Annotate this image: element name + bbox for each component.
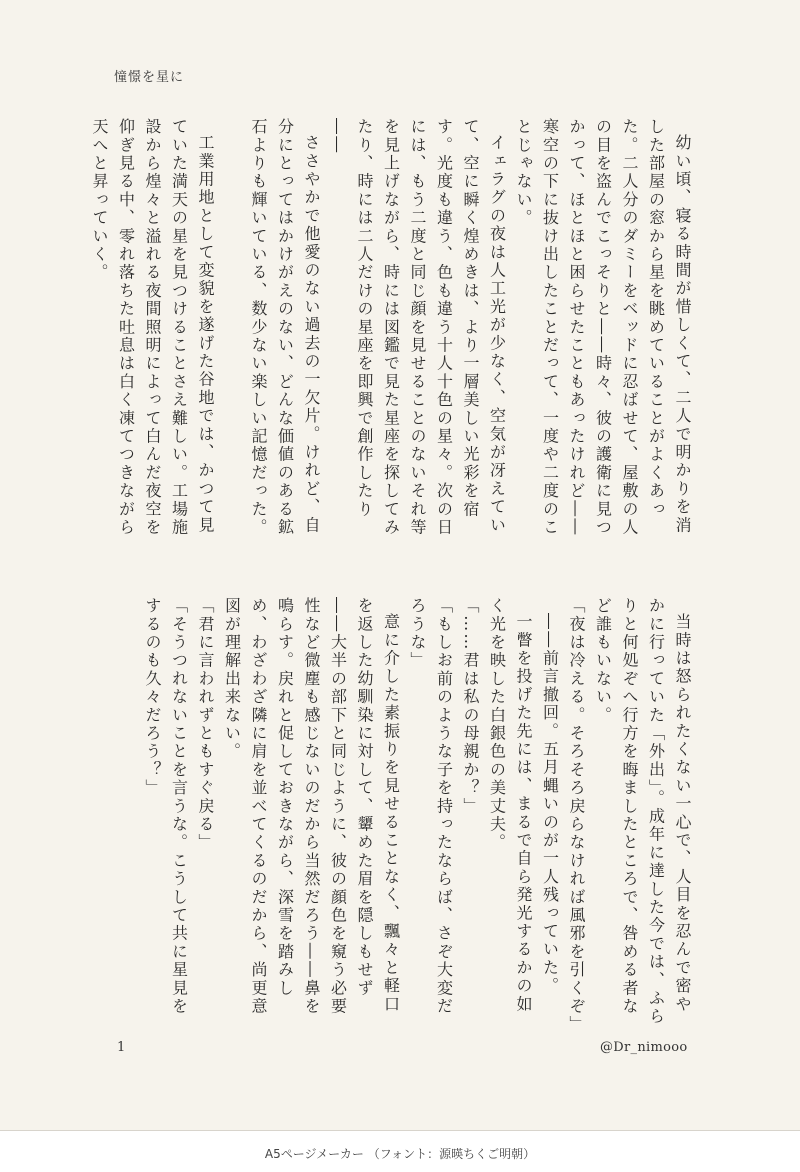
paragraph: 当時は怒られたくない一心で、人目を忍んで密やかに行っていた「外出」。成年に達した今では、ふらりと何処ぞへ行方を晦ましたところで、咎める者など誰もいない。 (593, 597, 692, 1026)
text-block-top (90, 118, 695, 550)
paragraph: ――前言撤回。五月蝿いのが一人残っていた。 (540, 613, 560, 996)
paragraph-spacer (218, 118, 245, 550)
author-handle: @Dr_nimooo (600, 1040, 688, 1055)
dialogue-line: 「君に言われずともすぐ戻る」 (196, 597, 215, 852)
dialogue-line: 「夜は冷える。そろそろ戻らなければ風邪を引くぞ」 (567, 597, 586, 1034)
paragraph: 一瞥を投げた先には、まるで自ら発光するかの如く光を映した白銀色の美丈夫。 (487, 597, 533, 1014)
generator-credit: A5ページメーカー （フォント：源暎ちくご明朝） (264, 1147, 536, 1161)
paragraph: 工業用地として変貌を遂げた谷地では、かつて見ていた満天の星を見つけることさえ難しい。工場施設から煌々と溢れる夜間照明によって白んだ夜空を仰ぎ見る中、零れ落ちた吐息は白く凍てつきながら天へと昇っていく。 (90, 118, 215, 537)
generator-footer (0, 1130, 800, 1172)
paragraph: ささやかで他愛のない過去の一欠片。けれど、自分にとってはかけがえのない、どんな価値のある鉱石よりも輝いている、数少ない楽しい記憶だった。 (249, 118, 321, 537)
paragraph: 意に介した素振りを見せることなく、飄々と軽口を返した幼馴染に対して、顰めた眉を隠しもせず――大半の部下と同じように、彼の顔色を窺う必要性など微塵も感じないのだから当然だろう――鼻を鳴らす。戻れと促しておきながら、深雪を踏みしめ、わざわざ隣に肩を並べてくるのだから、尚更意図が理解出来ない。 (222, 597, 401, 1016)
dialogue-line: 「……君は私の母親か？」 (461, 597, 480, 816)
dialogue-line: 「そうつれないことを言うな。こうして共に星見をするのも久々だろう？」 (143, 597, 189, 1016)
page-number: 1 (117, 1040, 126, 1055)
text-block-bottom (112, 597, 695, 1034)
paragraph: 幼い頃、寝る時間が惜しくて、二人で明かりを消した部屋の窓から星を眺めていることがよくあった。二人分のダミーをベッドに忍ばせて、屋敷の人の目を盗んでこっそりと――時々、彼の護衛に見つかって、ほとほと困らせたこともあったけれど――寒空の下に抜け出したことだって、一度や二度のことじゃない。 (514, 118, 692, 537)
paragraph: イェラグの夜は人工光が少なく、空気が冴えていて、空に瞬く煌めきは、より一層美しい光彩を宿す。光度も違う、色も違う十人十色の星々。次の日には、もう二度と同じ顔を見せることのないそれ等を見上げながら、時には図鑑で見た星座を探してみたり、時には二人だけの星座を即興で創作したり―― (328, 118, 507, 537)
running-title: 憧憬を星に (114, 70, 185, 85)
dialogue-line: 「もしお前のような子を持ったならば、さぞ大変だろうな」 (408, 597, 454, 1016)
